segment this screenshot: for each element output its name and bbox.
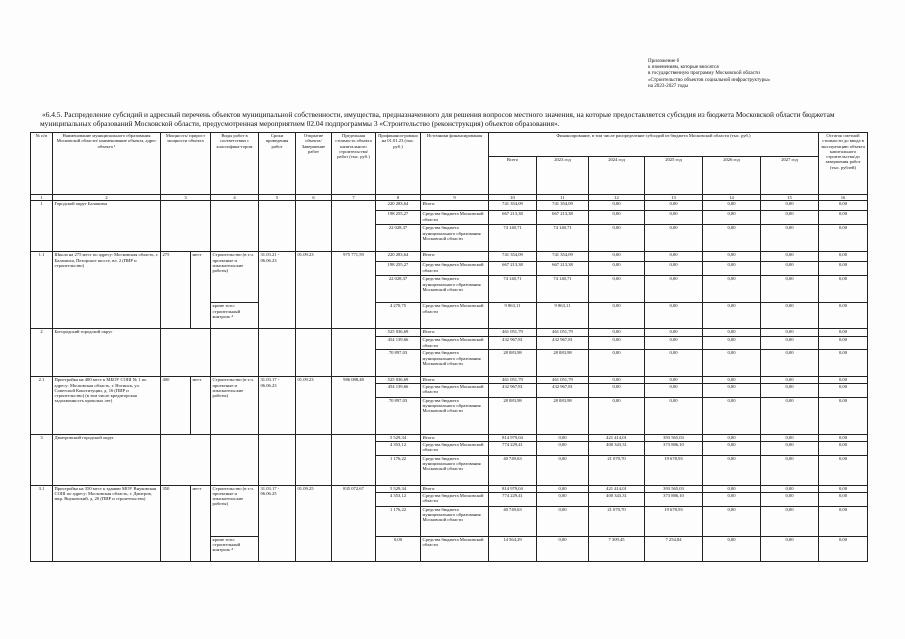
cell-value: 0,00 [819, 383, 868, 397]
cell-value: 0,00 [589, 303, 645, 329]
cell-value: 814 979,04 [489, 485, 537, 492]
cell-value: 0,00 [761, 252, 819, 262]
cell-value: 432 967,81 [489, 337, 537, 350]
cell-value: 0,00 [703, 337, 761, 350]
cell-value: 0,00 [703, 225, 761, 252]
cell-value: 0,00 [819, 536, 868, 561]
cell-value: 0,00 [761, 303, 819, 329]
cell-value: 0,00 [819, 201, 868, 211]
opening-date: 01.09.25 [296, 485, 332, 561]
cell-value: 461 051,79 [537, 329, 589, 337]
cell-value: 0,00 [819, 350, 868, 377]
cell-value: 0,00 [819, 397, 868, 434]
cell-value: 74 140,71 [537, 225, 589, 252]
financed-value: 5 529,34 [376, 485, 421, 492]
cell-value: 393 565,03 [645, 485, 703, 492]
source-label: Средства бюджета муниципального образования Московской области [421, 506, 489, 536]
financed-value: 454 139,66 [376, 337, 421, 350]
cell-value: 373 886,10 [645, 441, 703, 455]
cell-value: 74 140,71 [489, 225, 537, 252]
col-number: 13 [645, 195, 703, 201]
cell-value: 0,00 [537, 492, 589, 506]
col-number: 9 [421, 195, 489, 201]
cell-value: 0,00 [819, 506, 868, 536]
cell-value: 0,00 [645, 201, 703, 211]
cell-value: 0,00 [819, 441, 868, 455]
header-dates: Сроки проведения работ [259, 133, 296, 195]
cell-value: 28 083,98 [489, 397, 537, 434]
cell-value: 40 749,63 [489, 455, 537, 485]
cell-value: 0,00 [645, 377, 703, 383]
cell-value: 0,00 [537, 434, 589, 441]
cell-value: 0,00 [537, 455, 589, 485]
cell-value: 741 354,09 [489, 252, 537, 262]
opening-date: 01.09.23 [296, 377, 332, 434]
header-2027: 2027 год [761, 157, 819, 195]
appendix-line: в государственную программу Московской области [648, 70, 760, 77]
col-number: 6 [296, 195, 332, 201]
source-label: Средства бюджета Московской области [421, 492, 489, 506]
appendix-line: Приложение 6 [648, 58, 680, 64]
financed-value: 4 270,75 [376, 303, 421, 329]
cell-value: 21 070,70 [589, 455, 645, 485]
source-label: Средства бюджета Московской области [421, 262, 489, 276]
table-row [31, 252, 868, 262]
cell-value: 0,00 [819, 485, 868, 492]
header-2025: 2025 год [645, 157, 703, 195]
cell-value: 0,00 [589, 252, 645, 262]
cell-value: 421 414,01 [589, 434, 645, 441]
cell-value: 461 051,79 [537, 377, 589, 383]
cell-value: 0,00 [703, 329, 761, 337]
capacity-value: 400 [161, 377, 191, 434]
max-cost: 986 088,48 [332, 377, 376, 434]
header-capacity: Мощность/ прирост мощности объекта [161, 133, 211, 195]
municipality-name: Богородский городской округ [53, 329, 161, 377]
cell-value: 667 213,38 [537, 211, 589, 225]
cell-value: 0,00 [589, 225, 645, 252]
financed-value: 0,00 [376, 536, 421, 561]
cell-value: 741 354,09 [537, 201, 589, 211]
cell-value: 0,00 [761, 506, 819, 536]
cell-value: 0,00 [645, 397, 703, 434]
cell-value: 0,00 [645, 350, 703, 377]
cell-value: 0,00 [537, 506, 589, 536]
cell-value: 0,00 [645, 252, 703, 262]
cell-value: 0,00 [819, 337, 868, 350]
row-number: 2.1 [31, 377, 53, 434]
cell-value: 0,00 [645, 337, 703, 350]
col-number: 5 [259, 195, 296, 201]
financed-value: 1 176,22 [376, 455, 421, 485]
header-opening: Открытие объекта/ Завершение работ [296, 133, 332, 195]
cell-value: 0,00 [589, 337, 645, 350]
source-label: Средства бюджета Московской области [421, 303, 489, 329]
cell-value: 432 967,81 [537, 337, 589, 350]
cell-value: 0,00 [703, 262, 761, 276]
row-number: 1.1 [31, 252, 53, 329]
object-name: Пристройка на 400 мест к МБОУ СОШ № 1 по адресу: Московская область, г. Ногинск, ул. Советской Конституции, д. 16 (ПИР и строительство) (в том числе кредиторская задолженность прошлых лет) [53, 377, 161, 434]
appendix-line: к изменениям, которые вносятся [648, 64, 719, 71]
cell-value: 0,00 [589, 201, 645, 211]
cell-value: 393 565,03 [645, 434, 703, 441]
source-label: Средства бюджета муниципального образования Московской области [421, 455, 489, 485]
cell-value: 0,00 [703, 350, 761, 377]
cell-value: 0,00 [703, 485, 761, 492]
cell-value: 0,00 [761, 276, 819, 303]
source-label: Итого: [421, 485, 489, 492]
col-number: 7 [332, 195, 376, 201]
cell-value: 0,00 [819, 303, 868, 329]
financed-value: 220 283,64 [376, 201, 421, 211]
cell-value: 0,00 [703, 506, 761, 536]
source-label: Средства бюджета Московской области [421, 536, 489, 561]
cell-value: 0,00 [703, 383, 761, 397]
work-type: Строительство (в т.ч. проектные и изыскательские работы) [211, 252, 259, 303]
cell-value: 667 213,38 [489, 211, 537, 225]
cell-value: 0,00 [645, 303, 703, 329]
work-type: Строительство (в т.ч. проектные и изыскательские работы) [211, 377, 259, 434]
cell-value: 0,00 [537, 485, 589, 492]
financed-value: 525 036,69 [376, 329, 421, 337]
cell-value: 0,00 [819, 434, 868, 441]
cell-value: 0,00 [537, 536, 589, 561]
cell-value: 0,00 [589, 397, 645, 434]
source-label: Средства бюджета Московской области [421, 337, 489, 350]
header-name: Наименование муниципального образования Московской области/ наименование объекта, адрес объекта ¹ [53, 133, 161, 195]
source-label: Средства бюджета Московской области [421, 383, 489, 397]
cell-value: 0,00 [761, 337, 819, 350]
appendix-line: на 2023-2027 годы [648, 82, 688, 89]
cell-value: 667 213,38 [489, 262, 537, 276]
cell-value: 0,00 [761, 329, 819, 337]
cell-value: 74 140,71 [489, 276, 537, 303]
cell-value: 74 140,71 [537, 276, 589, 303]
cell-value: 0,00 [761, 225, 819, 252]
cell-value: 432 967,81 [537, 383, 589, 397]
cell-value: 0,00 [589, 350, 645, 377]
cell-value: 0,00 [761, 383, 819, 397]
cell-value: 741 354,09 [489, 201, 537, 211]
header-remaining: Остаток сметной стоимости до ввода в эксплуатацию объекта капитального строительства/до завершения работ (тыс. рублей) [819, 133, 868, 195]
max-cost: 835 072,67 [332, 485, 376, 561]
financed-value: 198 255,27 [376, 211, 421, 225]
cell-value: 0,00 [589, 276, 645, 303]
col-number: 2 [53, 195, 161, 201]
cell-value: 461 051,79 [489, 329, 537, 337]
cell-value: 0,00 [589, 329, 645, 337]
header-number: № п/п [31, 133, 53, 195]
row-number: 1 [31, 201, 53, 252]
opening-date: 01.09.23 [296, 252, 332, 329]
financed-value: 198 255,27 [376, 262, 421, 276]
cell-value: 0,00 [703, 303, 761, 329]
col-number: 10 [489, 195, 537, 201]
cell-value: 7 309,45 [589, 536, 645, 561]
cell-value: 0,00 [645, 276, 703, 303]
header-financed: Профинанси-ровано на 01.01.23 (тыс. руб.) [376, 133, 421, 195]
header-total: Всего [489, 157, 537, 195]
cell-value: 0,00 [537, 441, 589, 455]
cell-value: 774 229,41 [489, 492, 537, 506]
header-2024: 2024 год [589, 157, 645, 195]
cell-value: 28 083,98 [489, 350, 537, 377]
cell-value: 741 354,09 [537, 252, 589, 262]
source-label: Итого: [421, 377, 489, 383]
cell-value: 0,00 [703, 536, 761, 561]
source-label: Средства бюджета муниципального образования Московской области [421, 350, 489, 377]
source-label: Средства бюджета Московской области [421, 441, 489, 455]
financed-value: 5 529,34 [376, 434, 421, 441]
cell-value: 461 051,79 [489, 377, 537, 383]
cell-value: 0,00 [819, 262, 868, 276]
row-number: 3 [31, 434, 53, 485]
financed-value: 454 139,66 [376, 383, 421, 397]
cell-value: 0,00 [645, 225, 703, 252]
cell-value: 0,00 [703, 377, 761, 383]
cell-value: 0,00 [761, 441, 819, 455]
header-2023: 2023 год [537, 157, 589, 195]
cell-value: 0,00 [761, 211, 819, 225]
capacity-unit: мест [191, 252, 211, 329]
cell-value: 0,00 [761, 434, 819, 441]
header-sources: Источники финансирования [421, 133, 489, 195]
cell-value: 0,00 [703, 397, 761, 434]
table-row [31, 329, 868, 337]
col-number: 16 [819, 195, 868, 201]
row-number: 3.1 [31, 485, 53, 561]
cell-value: 0,00 [703, 455, 761, 485]
cell-value: 21 070,70 [589, 506, 645, 536]
source-label: Средства бюджета муниципального образования Московской области [421, 276, 489, 303]
document-title: «6.4.5. Распределение субсидий и адресный перечень объектов муниципальной собственности, имущества, предназначенного для решения вопросов местного значения, на которые предоставляется субсидия из бюджета Московской области бюджетам муниципальных образований Московской области, предусмотренная мероприятием 02.04 подпрограммы 3 «Строительство (реконструкция) объектов образования». [40, 110, 835, 128]
cell-value: 0,00 [761, 492, 819, 506]
cell-value: 667 213,38 [537, 262, 589, 276]
construction-control-label: кроме того: строительный контроль ⁴ [211, 303, 259, 329]
col-number: 1 [31, 195, 53, 201]
cell-value: 0,00 [589, 211, 645, 225]
cell-value: 40 749,63 [489, 506, 537, 536]
col-number: 3 [161, 195, 211, 201]
cell-value: 0,00 [819, 329, 868, 337]
col-number: 14 [703, 195, 761, 201]
table-row [31, 201, 868, 211]
capacity-unit: мест [191, 377, 211, 434]
col-number: 8 [376, 195, 421, 201]
appendix-note [648, 58, 893, 89]
cell-value: 0,00 [645, 211, 703, 225]
financed-value: 70 897,03 [376, 350, 421, 377]
cell-value: 9 863,11 [537, 303, 589, 329]
cell-value: 14 564,29 [489, 536, 537, 561]
municipality-name: Городской округ Балашиха [53, 201, 161, 252]
cell-value: 0,00 [819, 211, 868, 225]
header-2026: 2026 год [703, 157, 761, 195]
source-label: Средства бюджета муниципального образования Московской области [421, 397, 489, 434]
object-name: Школа на 275 мест по адресу: Московская область, г. Балашиха, Пехорское шоссе, вл. 2 (ПИР и строительство) [53, 252, 161, 329]
source-label: Итого: [421, 201, 489, 211]
source-label: Средства бюджета муниципального образования Московской области [421, 225, 489, 252]
cell-value: 19 678,93 [645, 506, 703, 536]
construction-control-label: кроме того: строительный контроль ⁴ [211, 536, 259, 561]
cell-value: 0,00 [819, 276, 868, 303]
cell-value: 0,00 [761, 350, 819, 377]
cell-value: 0,00 [761, 536, 819, 561]
cell-value: 0,00 [703, 252, 761, 262]
work-dates: 31.03.17 - 06.06.23 [259, 377, 296, 434]
cell-value: 7 254,84 [645, 536, 703, 561]
cell-value: 0,00 [761, 262, 819, 276]
source-label: Средства бюджета Московской области [421, 211, 489, 225]
cell-value: 0,00 [819, 455, 868, 485]
capacity-unit: мест [191, 485, 211, 561]
table-row [31, 485, 868, 492]
cell-value: 774 229,41 [489, 441, 537, 455]
col-number: 11 [537, 195, 589, 201]
cell-value: 28 083,98 [537, 350, 589, 377]
financed-value: 4 353,12 [376, 492, 421, 506]
financed-value: 70 897,03 [376, 397, 421, 434]
cell-value: 0,00 [761, 377, 819, 383]
header-work-type: Виды работ в соответствии с классифика-тором [211, 133, 259, 195]
work-type: Строительство (в т.ч. проектные и изыскательские работы) [211, 485, 259, 536]
cell-value: 0,00 [703, 441, 761, 455]
header-financing: Финансирование, в том числе распределение субсидий из бюджета Московской области (тыс. руб.) [489, 133, 819, 157]
source-label: Итого: [421, 329, 489, 337]
cell-value: 0,00 [589, 377, 645, 383]
cell-value: 0,00 [645, 383, 703, 397]
cell-value: 0,00 [703, 211, 761, 225]
cell-value: 0,00 [589, 383, 645, 397]
cell-value: 0,00 [703, 201, 761, 211]
capacity-value: 350 [161, 485, 191, 561]
cell-value: 432 967,81 [489, 383, 537, 397]
cell-value: 9 863,11 [489, 303, 537, 329]
cell-value: 814 979,04 [489, 434, 537, 441]
cell-value: 421 414,01 [589, 485, 645, 492]
work-dates: 31.03.21 - 06.06.23 [259, 252, 296, 329]
financed-value: 1 176,22 [376, 506, 421, 536]
cell-value: 0,00 [819, 492, 868, 506]
col-number: 4 [211, 195, 259, 201]
cell-value: 0,00 [761, 397, 819, 434]
cell-value: 28 083,98 [537, 397, 589, 434]
cell-value: 400 343,31 [589, 441, 645, 455]
col-number: 12 [589, 195, 645, 201]
row-number: 2 [31, 329, 53, 377]
financed-value: 4 353,12 [376, 441, 421, 455]
source-label: Итого: [421, 434, 489, 441]
table-row [31, 434, 868, 441]
financed-value: 22 028,37 [376, 276, 421, 303]
source-label: Итого: [421, 252, 489, 262]
header-max-cost: Предельная стоимость объекта капитального строительства/ работ (тыс. руб.) [332, 133, 376, 195]
cell-value: 0,00 [761, 455, 819, 485]
max-cost: 975 771,59 [332, 252, 376, 329]
subsidy-table [30, 132, 868, 562]
financed-value: 220 283,64 [376, 252, 421, 262]
cell-value: 0,00 [703, 492, 761, 506]
cell-value: 0,00 [645, 329, 703, 337]
financed-value: 525 036,69 [376, 377, 421, 383]
appendix-line: «Строительство объектов социальной инфраструктуры» [648, 76, 771, 83]
work-dates: 31.03.17 - 06.06.25 [259, 485, 296, 561]
cell-value: 0,00 [819, 225, 868, 252]
object-name: Пристройка на 350 мест к зданию МОУ Внуковская СОШ по адресу: Московская область, г. Дмитров, мкр. Внуковский, д. 20 (ПИР и строительство) [53, 485, 161, 561]
cell-value: 0,00 [761, 485, 819, 492]
cell-value: 0,00 [703, 276, 761, 303]
cell-value: 373 886,10 [645, 492, 703, 506]
cell-value: 0,00 [645, 262, 703, 276]
cell-value: 0,00 [761, 201, 819, 211]
municipality-name: Дмитровский городской округ [53, 434, 161, 485]
cell-value: 0,00 [819, 252, 868, 262]
cell-value: 0,00 [703, 434, 761, 441]
capacity-value: 275 [161, 252, 191, 329]
cell-value: 0,00 [589, 262, 645, 276]
financed-value: 22 028,37 [376, 225, 421, 252]
cell-value: 19 678,93 [645, 455, 703, 485]
col-number: 15 [761, 195, 819, 201]
cell-value: 400 343,31 [589, 492, 645, 506]
cell-value: 0,00 [819, 377, 868, 383]
